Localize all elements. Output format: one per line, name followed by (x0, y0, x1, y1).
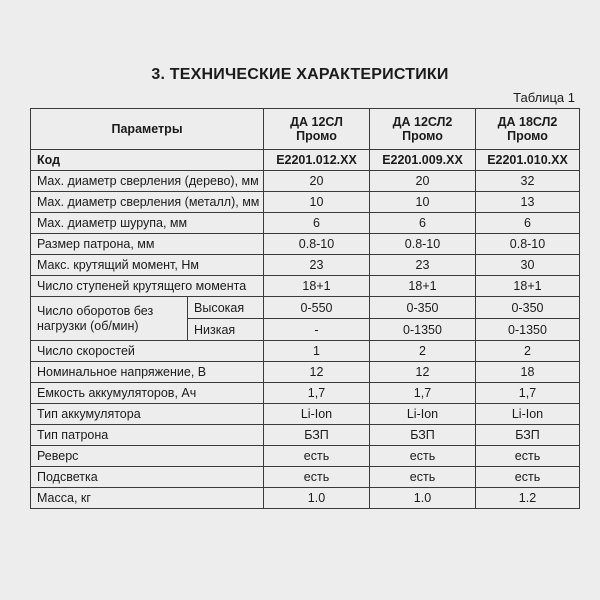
cell-value: 6 (370, 213, 476, 234)
cell-value: 2 (370, 341, 476, 362)
row-label: Тип патрона (31, 425, 264, 446)
cell-value: 1.0 (370, 488, 476, 509)
row-label: Номинальное напряжение, В (31, 362, 264, 383)
specifications-table (30, 108, 580, 509)
cell-value: 0.8-10 (370, 234, 476, 255)
cell-value: 1,7 (370, 383, 476, 404)
cell-value: Li-Ion (264, 404, 370, 425)
cell-value: 12 (264, 362, 370, 383)
cell-value: 0-350 (370, 297, 476, 319)
cell-value: есть (370, 467, 476, 488)
table-row-chuck-type (31, 425, 580, 446)
row-label: Размер патрона, мм (31, 234, 264, 255)
cell-value: 0.8-10 (264, 234, 370, 255)
row-label: Реверс (31, 446, 264, 467)
row-label: Max. диаметр сверления (металл), мм (31, 192, 264, 213)
row-label: Число оборотов без нагрузки (об/мин) (31, 297, 188, 341)
cell-value: 18+1 (476, 276, 580, 297)
cell-value: есть (476, 446, 580, 467)
table-header-row (31, 109, 580, 150)
cell-value: 20 (370, 171, 476, 192)
table-row-light (31, 467, 580, 488)
sub-row-label: Низкая (188, 319, 264, 341)
cell-value: 1.0 (264, 488, 370, 509)
table-row-screw (31, 213, 580, 234)
cell-value: E2201.010.XX (476, 150, 580, 171)
cell-value: 0-350 (476, 297, 580, 319)
cell-value: E2201.009.XX (370, 150, 476, 171)
cell-value: 23 (370, 255, 476, 276)
table-row-speeds (31, 341, 580, 362)
header-model-1: ДА 12СЛ Промо (264, 109, 370, 150)
cell-value: 0-1350 (476, 319, 580, 341)
row-label: Max. диаметр шурупа, мм (31, 213, 264, 234)
cell-value: 0-1350 (370, 319, 476, 341)
table-row-mass (31, 488, 580, 509)
row-label: Число скоростей (31, 341, 264, 362)
sub-row-label: Высокая (188, 297, 264, 319)
cell-value: 1.2 (476, 488, 580, 509)
table-row-reverse (31, 446, 580, 467)
cell-value: 2 (476, 341, 580, 362)
cell-value: есть (264, 467, 370, 488)
cell-value: 30 (476, 255, 580, 276)
cell-value: БЗП (476, 425, 580, 446)
row-label: Масса, кг (31, 488, 264, 509)
table-row-torque-steps (31, 276, 580, 297)
table-label: Таблица 1 (513, 90, 575, 105)
cell-value: 32 (476, 171, 580, 192)
row-label: Max. диаметр сверления (дерево), мм (31, 171, 264, 192)
table-row-torque (31, 255, 580, 276)
cell-value: есть (370, 446, 476, 467)
cell-value: 23 (264, 255, 370, 276)
row-label: Тип аккумулятора (31, 404, 264, 425)
cell-value: 12 (370, 362, 476, 383)
table-row-capacity (31, 383, 580, 404)
cell-value: 18 (476, 362, 580, 383)
row-label: Подсветка (31, 467, 264, 488)
cell-value: БЗП (264, 425, 370, 446)
header-model-2: ДА 12СЛ2 Промо (370, 109, 476, 150)
cell-value: Li-Ion (476, 404, 580, 425)
table-row-voltage (31, 362, 580, 383)
cell-value: 0-550 (264, 297, 370, 319)
cell-value: 10 (264, 192, 370, 213)
section-title: 3. ТЕХНИЧЕСКИЕ ХАРАКТЕРИСТИКИ (151, 66, 449, 83)
cell-value: 6 (476, 213, 580, 234)
cell-value: 1,7 (476, 383, 580, 404)
header-parameters: Параметры (31, 109, 264, 150)
row-label: Код (31, 150, 264, 171)
table-row-battery-type (31, 404, 580, 425)
table-row-drill-wood (31, 171, 580, 192)
header-model-3: ДА 18СЛ2 Промо (476, 109, 580, 150)
cell-value: 6 (264, 213, 370, 234)
row-label: Емкость аккумуляторов, Ач (31, 383, 264, 404)
row-label: Число ступеней крутящего момента (31, 276, 264, 297)
cell-value: 1,7 (264, 383, 370, 404)
cell-value: E2201.012.XX (264, 150, 370, 171)
cell-value: БЗП (370, 425, 476, 446)
table-row-code (31, 150, 580, 171)
cell-value: 10 (370, 192, 476, 213)
table-row-rpm-high (31, 297, 580, 319)
cell-value: есть (264, 446, 370, 467)
cell-value: 18+1 (370, 276, 476, 297)
cell-value: Li-Ion (370, 404, 476, 425)
cell-value: 18+1 (264, 276, 370, 297)
cell-value: есть (476, 467, 580, 488)
cell-value: 1 (264, 341, 370, 362)
cell-value: 0.8-10 (476, 234, 580, 255)
table-row-drill-metal (31, 192, 580, 213)
cell-value: - (264, 319, 370, 341)
row-label: Макс. крутящий момент, Нм (31, 255, 264, 276)
table-row-chuck-size (31, 234, 580, 255)
cell-value: 13 (476, 192, 580, 213)
cell-value: 20 (264, 171, 370, 192)
